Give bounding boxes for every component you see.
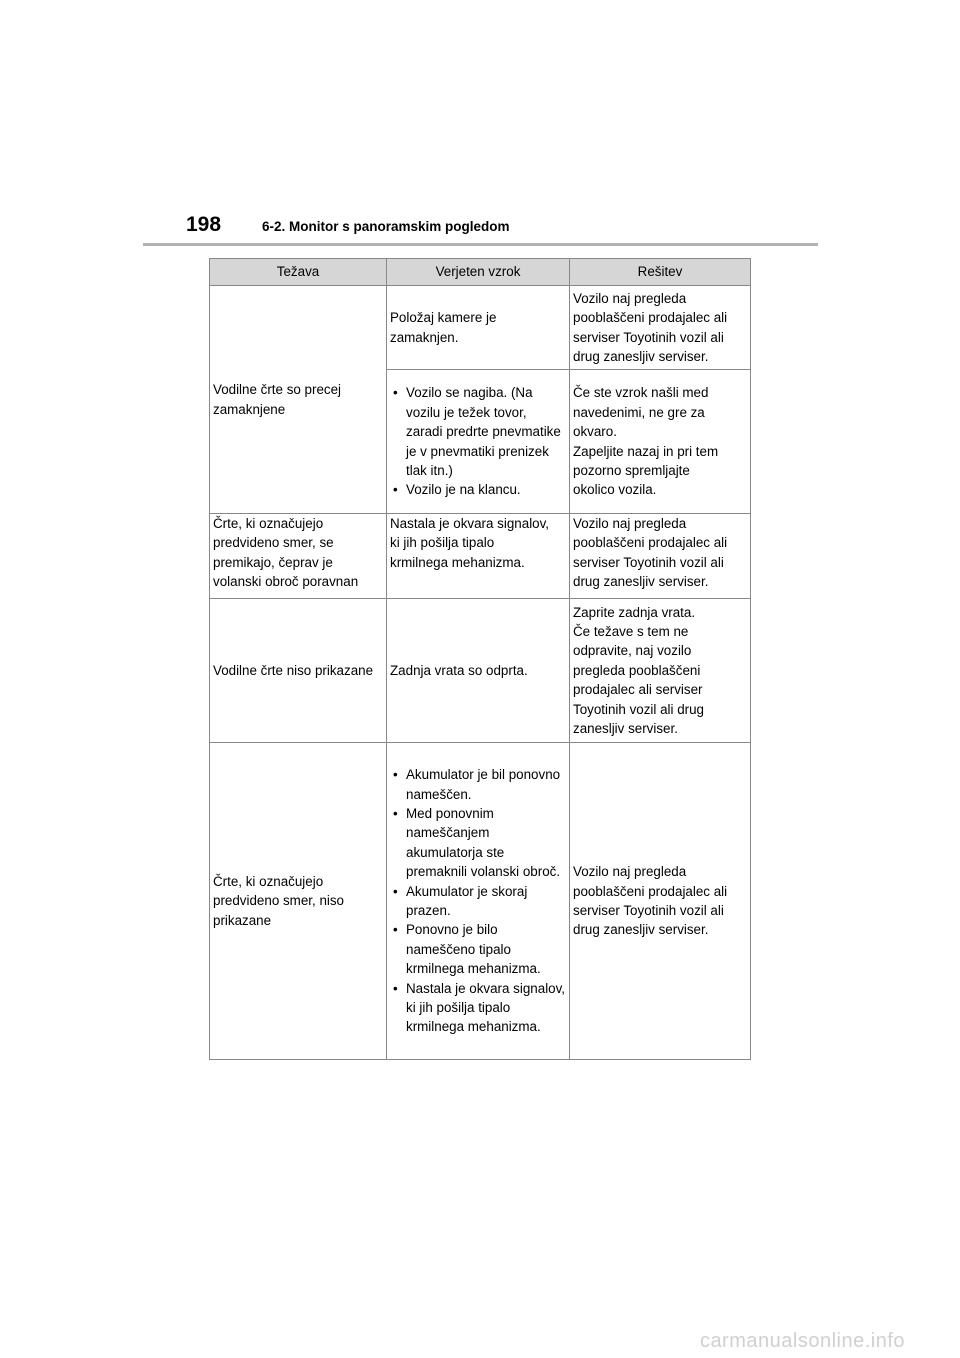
cause-cell: Nastala je okvara signalov, ki jih pošilja tipalo krmilnega mehanizma. [387, 514, 570, 599]
column-header-problem: Težava [210, 259, 387, 286]
list-item: • Akumulator je bil ponovno nameščen. [390, 765, 566, 804]
cause-cell [387, 743, 570, 1060]
problem-cell: Vodilne črte so precej zamaknjene [210, 286, 387, 514]
solution-cell: Vozilo naj pregleda pooblaščeni prodajalec ali serviser Toyotinih vozil ali drug zanesljiv serviser. [570, 514, 751, 599]
header-divider [143, 243, 818, 246]
column-header-solution: Rešitev [570, 259, 751, 286]
list-item: • Vozilo se nagiba. (Na vozilu je težek tovor, zaradi predrte pnevmatike je v pnevmatiki prenizek tlak itn.) [390, 383, 566, 480]
table-row [210, 599, 751, 743]
troubleshooting-table [209, 258, 751, 1060]
solution-cell: Vozilo naj pregleda pooblaščeni prodajalec ali serviser Toyotinih vozil ali drug zanesljiv serviser. [570, 286, 751, 370]
page-number: 198 [186, 213, 222, 236]
list-item: • Vozilo je na klancu. [390, 480, 566, 499]
list-item: • Med ponovnim nameščanjem akumulatorja ste premaknili volanski obroč. [390, 804, 566, 882]
solution-cell: Vozilo naj pregleda pooblaščeni prodajalec ali serviser Toyotinih vozil ali drug zanesljiv serviser. [570, 743, 751, 1060]
list-item: • Akumulator je skoraj prazen. [390, 882, 566, 921]
cause-list [390, 383, 566, 499]
solution-cell: Zaprite zadnja vrata. Če težave s tem ne odpravite, naj vozilo pregleda pooblaščeni prodajalec ali serviser Toyotinih vozil ali drug zanesljiv serviser. [570, 599, 751, 743]
table-row [210, 286, 751, 370]
table-row [210, 514, 751, 599]
problem-cell: Vodilne črte niso prikazane [210, 599, 387, 743]
solution-cell: Če ste vzrok našli med navedenimi, ne gre za okvaro. Zapeljite nazaj in pri tem pozorno spremljajte okolico vozila. [570, 370, 751, 514]
watermark: carmanualsonline.info [699, 1330, 905, 1352]
cause-cell: Položaj kamere je zamaknjen. [387, 286, 570, 370]
cause-cell: Zadnja vrata so odprta. [387, 599, 570, 743]
problem-cell: Črte, ki označujejo predvideno smer, se premikajo, čeprav je volanski obroč poravnan [210, 514, 387, 599]
table-row [210, 743, 751, 1060]
list-item: • Ponovno je bilo nameščeno tipalo krmilnega mehanizma. [390, 920, 566, 978]
cause-list [390, 765, 566, 1037]
cause-cell [387, 370, 570, 514]
list-item: • Nastala je okvara signalov, ki jih pošilja tipalo krmilnega mehanizma. [390, 979, 566, 1037]
problem-cell: Črte, ki označujejo predvideno smer, niso prikazane [210, 743, 387, 1060]
table-header-row [210, 259, 751, 286]
section-title: 6-2. Monitor s panoramskim pogledom [262, 219, 510, 234]
column-header-cause: Verjeten vzrok [387, 259, 570, 286]
